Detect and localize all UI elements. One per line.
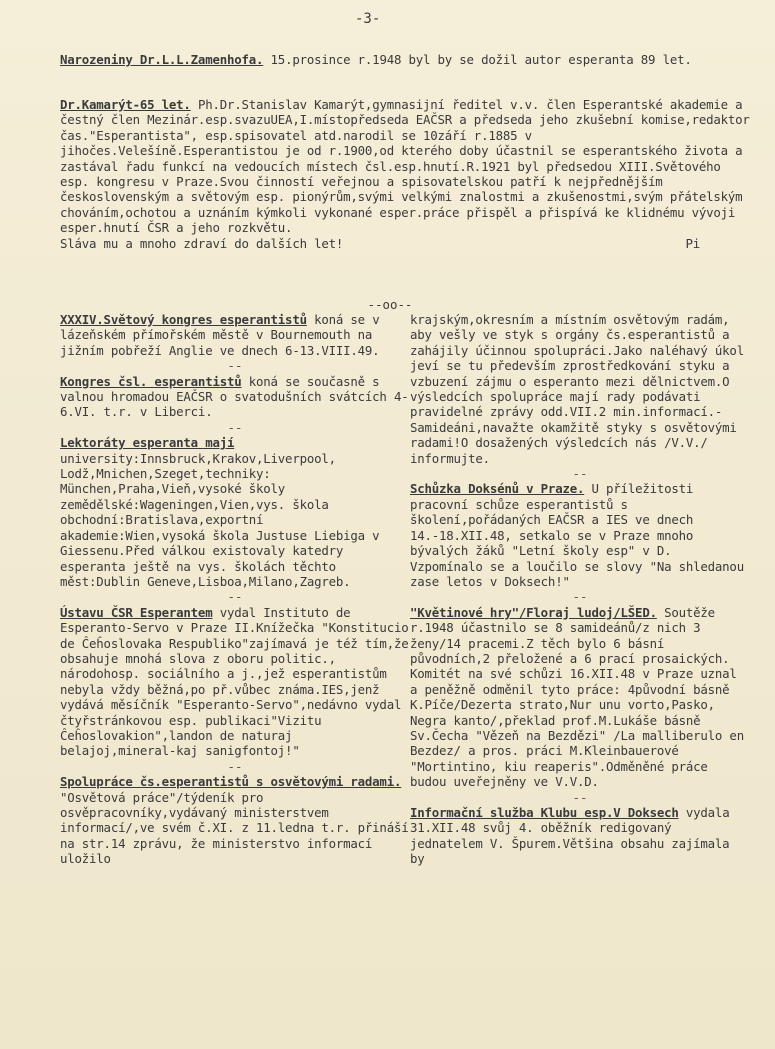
article-heading: Narozeniny Dr.L.L.Zamenhofa. xyxy=(60,52,264,67)
article-doksy-meeting xyxy=(410,481,750,589)
article-heading: Dr.Kamarýt-65 let. xyxy=(60,97,191,112)
article-heading: Informační služba Klubu esp.V Doksech xyxy=(410,805,679,820)
article-author: Pi xyxy=(685,235,700,251)
article-lectureships xyxy=(60,435,410,589)
article-text: U příležitosti pracovní schůze esperantistů s školení,pořádaných EAČSR a IES ve dnech 14.-18.XII.48, setkalo se v Praze mnoho bývalých žáků "Letní školy esp" v D. Vzpomínalo se a loučilo se slovy "Na shledanou zase letos v Doksech!" xyxy=(410,481,744,589)
short-separator: -- xyxy=(227,589,243,605)
left-column xyxy=(60,312,410,867)
short-separator: -- xyxy=(227,419,243,435)
article-closing: Sláva mu a mnoho zdraví do dalších let! xyxy=(60,235,344,251)
article-text: koná se současně s valnou hromadou EAČSR o svatodušních svátcích 4-6.VI. t.r. v Liberci. xyxy=(60,373,409,420)
article-text: krajským,okresním a místním osvětovým radám, aby vešly ve styk s orgány čs.esperantistů a zahájily účinnou spolupráci.Jako naléhavý úkol jeví se tu především zprostředkování styku a vzbuzení zájmu o esperanto mezi dělnictvem.O výsledcích spolupráce mají rady podávati pravidelné zprávy odd.VII.2 min.informací.-Samideáni,navažte okamžitě styky s osvětovými radami!O dosažených výsledcích nás /V.V./ informujte. xyxy=(410,312,744,466)
article-cooperation xyxy=(60,774,410,866)
article-constitution xyxy=(60,605,410,759)
right-column xyxy=(410,312,750,867)
article-info-service xyxy=(410,805,750,867)
article-kamaryt xyxy=(60,97,750,251)
short-separator: -- xyxy=(572,789,588,805)
article-floral-games xyxy=(410,605,750,790)
article-national-congress xyxy=(60,374,410,420)
article-heading: XXXIV.Světový kongres esperantistů xyxy=(60,312,307,327)
short-separator: -- xyxy=(227,358,243,374)
article-text: vydal Instituto de Esperanto-Servo v Praze II.Knížečka "Konstitucio de Ĉeĥoslovaka Respubliko"zajímavá je též tím,že obsahuje mnohá slova z oboru politic., národohosp. sociálního a j.,jež esperantistům nebyla vždy běžná,po př.vůbec známa.IES,jenž vydává měsíčník "Esperanto-Servo",nedávno vydal čtyřstránkovou esp. publikaci"Vizitu Ĉeĥoslovakion",landon de naturaj belajoj,mineral-kaj sanigfontoj!" xyxy=(60,604,409,759)
article-cooperation-continued xyxy=(410,312,750,466)
article-heading: Ústavu ČSR Esperantem xyxy=(60,604,213,620)
short-separator: -- xyxy=(572,589,588,605)
article-text: koná se v lázeňském přímořském městě v Bournemouth na jižním pobřeží Anglie ve dnech 6-13.VIII.49. xyxy=(60,312,380,358)
article-text: Ph.Dr.Stanislav Kamarýt,gymnasijní ředitel v.v. člen Esperantské akademie a čestný člen Mezinár.esp.svazuUEA,I.místopředseda EAČSR a předseda jeho zkušební komise,redaktor čas."Esperantista", esp.spisovatel atd.narodil se 10září r.1885 v jihočes.Velešíně.Esperantistou je od r.1900,od kterého doby účastnil se esperantského života a zastával řadu funkcí na vedoucích místech čsl.esp.hnutí.R.1921 byl předsedou XIII.Světového esp. kongresu v Praze.Svou činností veřejnou a spisovatelskou patří k nejpřednějším československým a světovým esp. pionýrům,svými velkými znalostmi a zkušenostmi,svým přátelským chováním,ochotou a uznáním kýmkoli vykonané esper.práce přispěl a přispívá ke klidnému vývoji esper.hnutí ČSR a jeho rozkvětu. xyxy=(60,97,750,236)
short-separator: -- xyxy=(572,466,588,482)
page-number: -3- xyxy=(355,11,381,27)
article-heading: Schůzka Doksénů v Praze. xyxy=(410,481,585,497)
section-separator: --oo-- xyxy=(367,297,413,312)
article-heading: "Květinové hry"/Floraj ludoj/LŠED. xyxy=(410,604,657,620)
article-heading: Kongres čsl. esperantistů xyxy=(60,373,242,389)
article-heading: Spolupráce čs.esperantistů s osvětovými radami. xyxy=(60,774,402,790)
article-text: university:Innsbruck,Krakov,Liverpool, Lodž,Mnichen,Szeget,techniky: München,Praha,Vieň,vysoké školy zemědělské:Wageningen,Vien,vys. škola obchodní:Bratislava,exportní akademie:Wien,vysoká škola Justuse Liebiga v Giessenu.Před válkou existovaly katedry esperanta ještě na vys. školách těchto měst:Dublin Geneve,Lisboa,Milano,Zagreb. xyxy=(60,450,380,589)
article-text: "Osvětová práce"/týdeník pro osvěpracovníky,vydávaný ministerstvem informací/,ve svém č.XI. z 11.ledna t.r. přináší na str.14 zprávu, že ministerstvo informací uložilo xyxy=(60,789,409,867)
short-separator: -- xyxy=(227,758,243,774)
article-world-congress xyxy=(60,312,410,358)
article-text: Soutěže r.1948 účastnilo se 8 samideánů/z nich 3 ženy/14 pracemi.Z těch bylo 6 básní původních,2 přeložené a 6 prací prosaických. Komitét na své schůzi 16.XII.48 v Praze uznal a peněžně odměnil tyto práce: 4původní básně K.Píče/Dezerta strato,Nur unu vorto,Pasko, Negra kanto/,překlad prof.M.Lukáše básně Sv.Čecha "Vězeň na Bezdězi" /La malliberulo en Bezdez/ a pros. práci M.Kleinbauerové "Mortintino, kiu reaperis".Odměněné práce budou uveřejněny ve V.V.D. xyxy=(410,604,744,790)
article-heading: Lektoráty esperanta mají xyxy=(60,435,235,451)
article-zamenhof xyxy=(60,52,750,67)
article-text: vydala 31.XII.48 svůj 4. oběžník redigovaný jednatelem V. Špurem.Většina obsahu zajímala by xyxy=(410,805,730,867)
article-text: 15.prosince r.1948 byl by se dožil autor esperanta 89 let. xyxy=(270,52,692,67)
